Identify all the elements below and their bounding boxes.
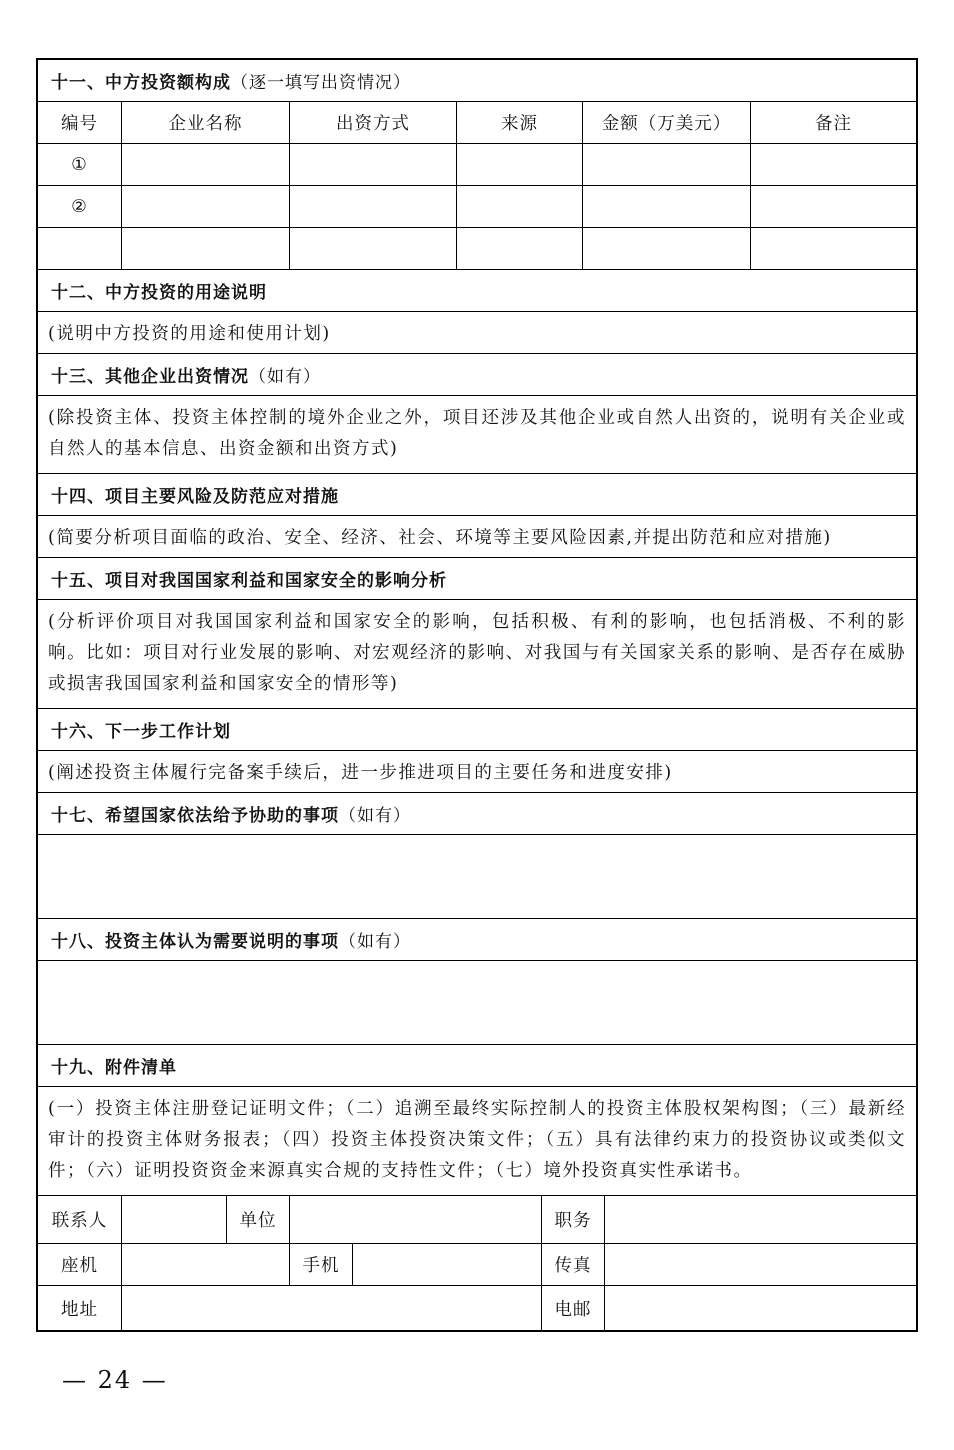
position-label: 职务 <box>542 1196 605 1243</box>
row-number: ② <box>38 186 122 227</box>
contact-person-field[interactable] <box>122 1196 227 1243</box>
section-12-description[interactable]: (说明中方投资的用途和使用计划) <box>38 312 916 354</box>
email-field[interactable] <box>605 1286 916 1330</box>
unit-field[interactable] <box>290 1196 542 1243</box>
section-14-header <box>38 474 916 516</box>
contact-row-3 <box>38 1286 916 1330</box>
company-name-cell[interactable] <box>122 186 290 227</box>
section-18-input-area[interactable] <box>38 961 916 1045</box>
contribution-method-cell[interactable] <box>290 186 457 227</box>
section-17-input-area[interactable] <box>38 835 916 919</box>
section-12-title: 十二、中方投资的用途说明 <box>51 283 267 303</box>
row-number <box>38 228 122 269</box>
table-row <box>38 186 916 228</box>
company-name-cell[interactable] <box>122 144 290 185</box>
contact-row-1 <box>38 1196 916 1244</box>
remarks-cell[interactable] <box>751 144 916 185</box>
section-13-note: （如有） <box>249 367 321 387</box>
fax-label: 传真 <box>542 1244 605 1285</box>
section-11-header <box>38 60 916 102</box>
section-13-description[interactable]: (除投资主体、投资主体控制的境外企业之外，项目还涉及其他企业或自然人出资的，说明有关企业或自然人的基本信息、出资金额和出资方式) <box>38 396 916 474</box>
section-13-header <box>38 354 916 396</box>
address-field[interactable] <box>122 1286 542 1330</box>
landline-label: 座机 <box>38 1244 122 1285</box>
section-15-title: 十五、项目对我国国家利益和国家安全的影响分析 <box>51 571 447 591</box>
section-14-description[interactable]: (简要分析项目面临的政治、安全、经济、社会、环境等主要风险因素,并提出防范和应对措施) <box>38 516 916 558</box>
section-16-header <box>38 709 916 751</box>
source-cell[interactable] <box>457 144 583 185</box>
amount-cell[interactable] <box>583 144 751 185</box>
amount-cell[interactable] <box>583 228 751 269</box>
section-18-header <box>38 919 916 961</box>
position-field[interactable] <box>605 1196 916 1243</box>
contact-person-label: 联系人 <box>38 1196 122 1243</box>
mobile-label: 手机 <box>290 1244 353 1285</box>
remarks-cell[interactable] <box>751 228 916 269</box>
source-cell[interactable] <box>457 228 583 269</box>
section-19-title: 十九、附件清单 <box>51 1058 177 1078</box>
row-number: ① <box>38 144 122 185</box>
page-number: — 24 — <box>62 1366 168 1394</box>
email-label: 电邮 <box>542 1286 605 1330</box>
address-label: 地址 <box>38 1286 122 1330</box>
section-18-title: 十八、投资主体认为需要说明的事项 <box>51 932 339 952</box>
section-17-header <box>38 793 916 835</box>
section-11-note: （逐一填写出资情况） <box>231 73 411 93</box>
col-contribution-method: 出资方式 <box>290 102 457 143</box>
landline-field[interactable] <box>122 1244 290 1285</box>
contribution-method-cell[interactable] <box>290 144 457 185</box>
section-12-header <box>38 270 916 312</box>
attachments-list: (一）投资主体注册登记证明文件；（二）追溯至最终实际控制人的投资主体股权架构图；（三）最新经审计的投资主体财务报表；（四）投资主体投资决策文件；（五）具有法律约束力的投资协议或类似文件；（六）证明投资资金来源真实合规的支持性文件；（七）境外投资真实性承诺书。 <box>38 1087 916 1196</box>
amount-cell[interactable] <box>583 186 751 227</box>
section-15-header <box>38 558 916 600</box>
table-row <box>38 228 916 270</box>
col-company-name: 企业名称 <box>122 102 290 143</box>
section-17-title: 十七、希望国家依法给予协助的事项 <box>51 806 339 826</box>
fax-field[interactable] <box>605 1244 916 1285</box>
col-remarks: 备注 <box>815 114 852 134</box>
col-amount: 金额（万美元） <box>583 102 751 143</box>
section-15-description[interactable]: (分析评价项目对我国国家利益和国家安全的影响，包括积极、有利的影响，也包括消极、不利的影响。比如：项目对行业发展的影响、对宏观经济的影响、对我国与有关国家关系的影响、是否存在威胁或损害我国国家利益和国家安全的情形等) <box>38 600 916 709</box>
source-cell[interactable] <box>457 186 583 227</box>
section-17-note: （如有） <box>339 806 411 826</box>
section-16-description[interactable]: (阐述投资主体履行完备案手续后，进一步推进项目的主要任务和进度安排) <box>38 751 916 793</box>
col-number: 编号 <box>38 102 122 143</box>
unit-label: 单位 <box>227 1196 290 1243</box>
section-19-header <box>38 1045 916 1087</box>
company-name-cell[interactable] <box>122 228 290 269</box>
section-14-title: 十四、项目主要风险及防范应对措施 <box>51 487 339 507</box>
section-11-title: 十一、中方投资额构成 <box>51 73 231 93</box>
investment-table-header <box>38 102 916 144</box>
col-source: 来源 <box>457 102 583 143</box>
contribution-method-cell[interactable] <box>290 228 457 269</box>
section-13-title: 十三、其他企业出资情况 <box>51 367 249 387</box>
remarks-cell[interactable] <box>751 186 916 227</box>
table-row <box>38 144 916 186</box>
section-18-note: （如有） <box>339 932 411 952</box>
mobile-field[interactable] <box>353 1244 542 1285</box>
filing-form <box>36 58 918 1332</box>
contact-row-2 <box>38 1244 916 1286</box>
section-16-title: 十六、下一步工作计划 <box>51 722 231 742</box>
